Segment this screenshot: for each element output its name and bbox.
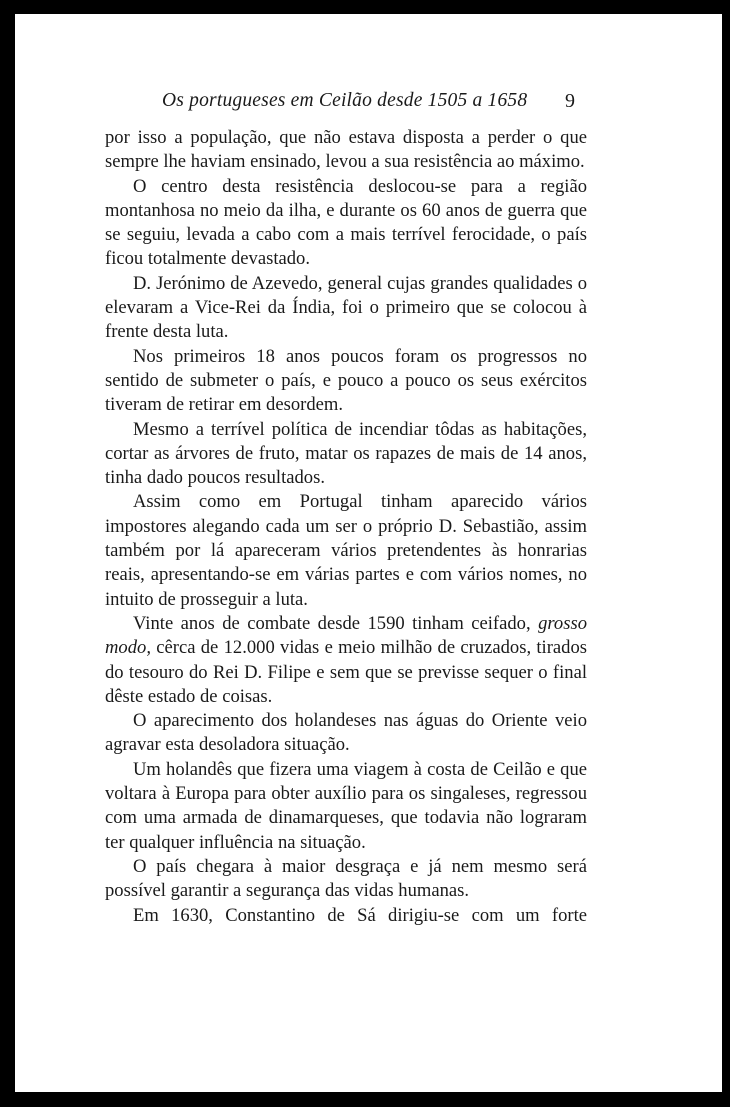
- paragraph: Assim como em Portugal tinham aparecido vários impostores alegando cada um ser o próprio D. Sebastião, assim também por lá apareceram vários pretendentes às honrarias reais, apresentando-se em várias partes e com vários nomes, no intuito de prosseguir a luta.: [105, 491, 587, 610]
- paragraph: O centro desta resistência deslocou-se para a região montanhosa no meio da ilha, e durante os 60 anos de guerra que se seguiu, levada a cabo com a mais terrível ferocidade, o país ficou totalmente devastado.: [105, 175, 587, 270]
- paragraph: O país chegara à maior desgraça e já nem mesmo será possível garantir a segurança das vidas humanas.: [105, 855, 587, 902]
- paragraph: O aparecimento dos holandeses nas águas do Oriente veio agravar esta desoladora situação.: [105, 710, 587, 756]
- paragraph: Um holandês que fizera uma viagem à costa de Ceilão e que voltara à Europa para obter auxílio para os singaleses, regressou com uma armada de dinamarqueses, que todavia não lograram ter qualquer influência na situação.: [105, 758, 587, 853]
- running-title: Os portugueses em Ceilão desde 1505 a 1658: [162, 90, 528, 111]
- page-header: [15, 90, 722, 118]
- italic-phrase: grosso modo,: [105, 612, 587, 659]
- paragraph-text-after: cêrca de 12.000 vidas e meio milhão de cruzados, tirados do tesouro do Rei D. Filipe e sem que se previsse sequer o final dêste estado de coisas.: [105, 637, 587, 707]
- paragraph-text-before: Vinte anos de combate desde 1590 tinham ceifado,: [133, 612, 539, 634]
- paragraph: Nos primeiros 18 anos poucos foram os progressos no sentido de submeter o país, e pouco a pouco os seus exércitos tiveram de retirar em desordem.: [105, 345, 587, 416]
- paragraph: por isso a população, que não estava disposta a perder o que sempre lhe haviam ensinado, levou a sua resistência ao máximo.: [105, 127, 587, 173]
- body-text: [105, 126, 587, 928]
- page-number: 9: [565, 90, 575, 112]
- paragraph: Mesmo a terrível política de incendiar tôdas as habitações, cortar as árvores de fruto, matar os rapazes de mais de 14 anos, tinha dado poucos resultados.: [105, 418, 587, 489]
- paragraph: D. Jerónimo de Azevedo, general cujas grandes qualidades o elevaram a Vice-Rei da Índia, foi o primeiro que se colocou à frente desta luta.: [105, 272, 587, 343]
- paragraph: [105, 612, 587, 709]
- book-page: [15, 14, 722, 1092]
- paragraph: Em 1630, Constantino de Sá dirigiu-se com um forte: [133, 904, 587, 926]
